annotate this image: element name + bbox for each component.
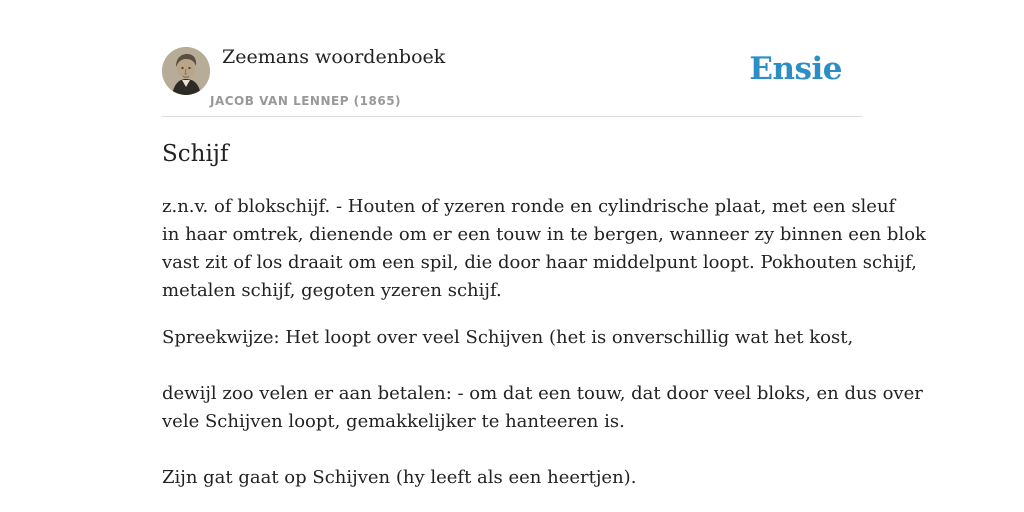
expression-line: Spreekwijze: Het loopt over veel Schijven (het is onverschillig wat het kost, [162,327,854,348]
definition-line: in haar omtrek, dienende om er een touw in te bergen, wanneer zy binnen een blok [162,224,926,245]
author-avatar[interactable] [162,47,210,95]
paragraph-spacer [162,436,862,464]
definition-line: z.n.v. of blokschijf. - Houten of yzeren ronde en cylindrische plaat, met een sleuf [162,196,896,217]
entry-header [162,0,862,117]
definition-line: metalen schijf, gegoten yzeren schijf. [162,280,502,301]
expression-line: dewijl zoo velen er aan betalen: - om dat een touw, dat door veel bloks, en dus over [162,383,923,404]
paragraph-spacer [162,352,862,380]
paragraph-spacer [162,305,862,324]
dictionary-title[interactable]: Zeemans woordenboek [222,46,446,68]
dictionary-author[interactable]: JACOB VAN LENNEP (1865) [210,94,402,108]
entry-definition [162,193,926,492]
ensie-logo[interactable]: Ensie [749,51,842,87]
entry-headword: Schijf [162,141,229,167]
expression-line: vele Schijven loopt, gemakkelijker te hanteeren is. [162,411,625,432]
definition-line: vast zit of los draait om een spil, die door haar middelpunt loopt. Pokhouten schijf, [162,252,917,273]
expression-line: Zijn gat gaat op Schijven (hy leeft als een heertjen). [162,467,637,488]
portrait-image [162,47,210,95]
